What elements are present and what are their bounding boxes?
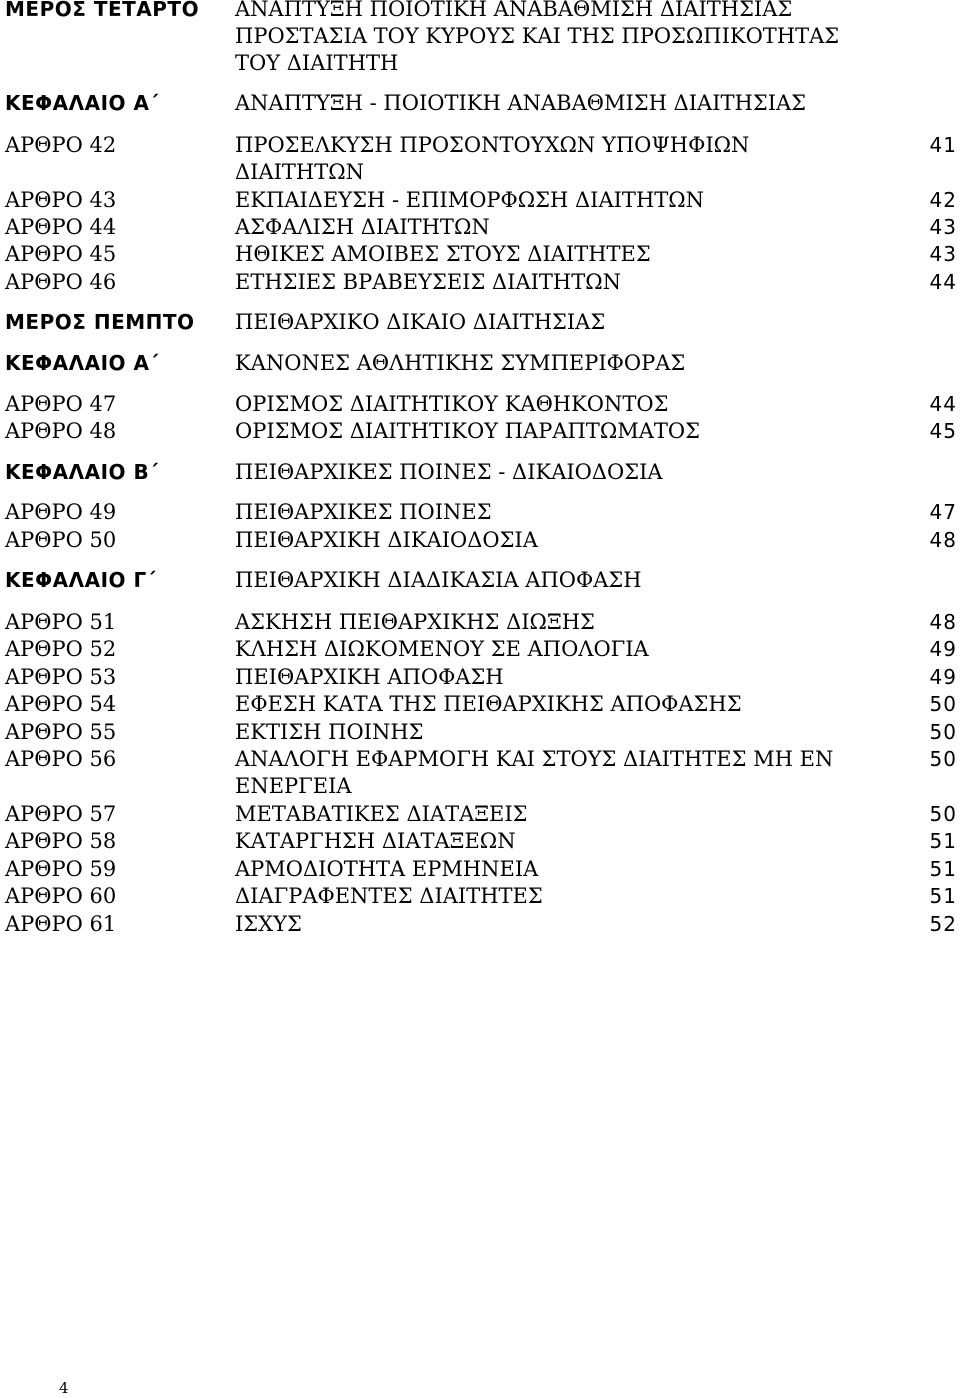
- article-label: ΑΡΘΡΟ 50: [5, 528, 117, 552]
- article-label: ΑΡΘΡΟ 45: [5, 242, 117, 266]
- article-title: ΠΕΙΘΑΡΧΙΚΕΣ ΠΟΙΝΕΣ: [235, 500, 492, 524]
- part-label: ΜΕΡΟΣ ΤΕΤΑΡΤΟ: [5, 0, 200, 21]
- page-ref: 48: [929, 528, 957, 552]
- article-label: ΑΡΘΡΟ 55: [5, 720, 117, 744]
- page-ref: 49: [929, 665, 957, 689]
- chapter-label: ΚΕΦΑΛΑΙΟ Β΄: [5, 460, 159, 484]
- article-label: ΑΡΘΡΟ 49: [5, 500, 117, 524]
- chapter-title: ΠΕΙΘΑΡΧΙΚΗ ΔΙΑΔΙΚΑΣΙΑ ΑΠΟΦΑΣΗ: [235, 568, 642, 592]
- page-ref: 51: [929, 884, 957, 908]
- page-ref: 45: [929, 419, 957, 443]
- article-title: ΠΕΙΘΑΡΧΙΚΗ ΔΙΚΑΙΟΔΟΣΙΑ: [235, 528, 538, 552]
- article-title: ΚΛΗΣΗ ΔΙΩΚΟΜΕΝΟΥ ΣΕ ΑΠΟΛΟΓΙΑ: [235, 637, 649, 661]
- article-label: ΑΡΘΡΟ 61: [5, 912, 117, 936]
- page-ref: 48: [929, 610, 957, 634]
- page-ref: 50: [929, 802, 957, 826]
- article-label: ΑΡΘΡΟ 53: [5, 665, 117, 689]
- page-ref: 49: [929, 637, 957, 661]
- article-title: ΑΝΑΛΟΓΗ ΕΦΑΡΜΟΓΗ ΚΑΙ ΣΤΟΥΣ ΔΙΑΙΤΗΤΕΣ ΜΗ ΕΝ ΕΝΕΡΓΕΙΑ: [235, 747, 834, 798]
- page-ref: 43: [929, 242, 957, 266]
- article-label: ΑΡΘΡΟ 44: [5, 215, 117, 239]
- part-title: ΑΝΑΠΤΥΞΗ ΠΟΙΟΤΙΚΗ ΑΝΑΒΑΘΜΙΣΗ ΔΙΑΙΤΗΣΙΑΣ ΠΡΟΣΤΑΣΙΑ ΤΟΥ ΚΥΡΟΥΣ ΚΑΙ ΤΗΣ ΠΡΟΣΩΠΙΚΟΤΗΤΑΣ ΤΟΥ ΔΙΑΙΤΗΤΗ: [235, 0, 840, 75]
- article-label: ΑΡΘΡΟ 43: [5, 188, 117, 212]
- article-label: ΑΡΘΡΟ 51: [5, 610, 117, 634]
- article-title: ΜΕΤΑΒΑΤΙΚΕΣ ΔΙΑΤΑΞΕΙΣ: [235, 802, 528, 826]
- part-title: ΠΕΙΘΑΡΧΙΚΟ ΔΙΚΑΙΟ ΔΙΑΙΤΗΣΙΑΣ: [235, 310, 606, 334]
- article-label: ΑΡΘΡΟ 59: [5, 857, 117, 881]
- article-title: ΑΣΦΑΛΙΣΗ ΔΙΑΙΤΗΤΩΝ: [235, 215, 490, 239]
- article-title: ΔΙΑΓΡΑΦΕΝΤΕΣ ΔΙΑΙΤΗΤΕΣ: [235, 884, 543, 908]
- article-label: ΑΡΘΡΟ 56: [5, 747, 117, 771]
- chapter-title: ΑΝΑΠΤΥΞΗ - ΠΟΙΟΤΙΚΗ ΑΝΑΒΑΘΜΙΣΗ ΔΙΑΙΤΗΣΙΑΣ: [235, 91, 806, 115]
- article-label: ΑΡΘΡΟ 48: [5, 419, 117, 443]
- chapter-title: ΚΑΝΟΝΕΣ ΑΘΛΗΤΙΚΗΣ ΣΥΜΠΕΡΙΦΟΡΑΣ: [235, 351, 686, 375]
- article-title: ΕΤΗΣΙΕΣ ΒΡΑΒΕΥΣΕΙΣ ΔΙΑΙΤΗΤΩΝ: [235, 270, 622, 294]
- article-title: ΕΦΕΣΗ ΚΑΤΑ ΤΗΣ ΠΕΙΘΑΡΧΙΚΗΣ ΑΠΟΦΑΣΗΣ: [235, 692, 742, 716]
- chapter-label: ΚΕΦΑΛΑΙΟ Γ΄: [5, 568, 157, 592]
- page-ref: 44: [929, 270, 957, 294]
- article-title: ΑΣΚΗΣΗ ΠΕΙΘΑΡΧΙΚΗΣ ΔΙΩΞΗΣ: [235, 610, 595, 634]
- chapter-title: ΠΕΙΘΑΡΧΙΚΕΣ ΠΟΙΝΕΣ - ΔΙΚΑΙΟΔΟΣΙΑ: [235, 460, 663, 484]
- page-number: 4: [59, 1379, 69, 1397]
- page-ref: 43: [929, 215, 957, 239]
- page-ref: 51: [929, 857, 957, 881]
- article-title: ΕΚΤΙΣΗ ΠΟΙΝΗΣ: [235, 720, 424, 744]
- article-title: ΙΣΧΥΣ: [235, 912, 302, 936]
- page-ref: 50: [929, 720, 957, 744]
- article-label: ΑΡΘΡΟ 46: [5, 270, 117, 294]
- article-label: ΑΡΘΡΟ 42: [5, 133, 117, 157]
- page-ref: 50: [929, 692, 957, 716]
- article-title: ΠΕΙΘΑΡΧΙΚΗ ΑΠΟΦΑΣΗ: [235, 665, 504, 689]
- chapter-label: ΚΕΦΑΛΑΙΟ Α΄: [5, 351, 159, 375]
- article-label: ΑΡΘΡΟ 60: [5, 884, 117, 908]
- part-label: ΜΕΡΟΣ ΠΕΜΠΤΟ: [5, 310, 195, 334]
- article-title: ΚΑΤΑΡΓΗΣΗ ΔΙΑΤΑΞΕΩΝ: [235, 829, 516, 853]
- article-label: ΑΡΘΡΟ 58: [5, 829, 117, 853]
- article-title: ΟΡΙΣΜΟΣ ΔΙΑΙΤΗΤΙΚΟΥ ΚΑΘΗΚΟΝΤΟΣ: [235, 392, 669, 416]
- page-ref: 52: [929, 912, 957, 936]
- article-label: ΑΡΘΡΟ 47: [5, 392, 117, 416]
- page-ref: 44: [929, 392, 957, 416]
- page-ref: 50: [929, 747, 957, 771]
- article-title: ΗΘΙΚΕΣ ΑΜΟΙΒΕΣ ΣΤΟΥΣ ΔΙΑΙΤΗΤΕΣ: [235, 242, 651, 266]
- article-title: ΠΡΟΣΕΛΚΥΣΗ ΠΡΟΣΟΝΤΟΥΧΩΝ ΥΠΟΨΗΦΙΩΝ ΔΙΑΙΤΗΤΩΝ: [235, 133, 750, 184]
- page-ref: 41: [929, 133, 957, 157]
- page-ref: 42: [929, 188, 957, 212]
- page-ref: 51: [929, 829, 957, 853]
- article-label: ΑΡΘΡΟ 54: [5, 692, 117, 716]
- article-title: ΟΡΙΣΜΟΣ ΔΙΑΙΤΗΤΙΚΟΥ ΠΑΡΑΠΤΩΜΑΤΟΣ: [235, 419, 700, 443]
- article-label: ΑΡΘΡΟ 52: [5, 637, 117, 661]
- chapter-label: ΚΕΦΑΛΑΙΟ Α΄: [5, 91, 159, 115]
- article-label: ΑΡΘΡΟ 57: [5, 802, 117, 826]
- page-ref: 47: [929, 500, 957, 524]
- article-title: ΕΚΠΑΙΔΕΥΣΗ - ΕΠΙΜΟΡΦΩΣΗ ΔΙΑΙΤΗΤΩΝ: [235, 188, 705, 212]
- article-title: ΑΡΜΟΔΙΟΤΗΤΑ ΕΡΜΗΝΕΙΑ: [235, 857, 539, 881]
